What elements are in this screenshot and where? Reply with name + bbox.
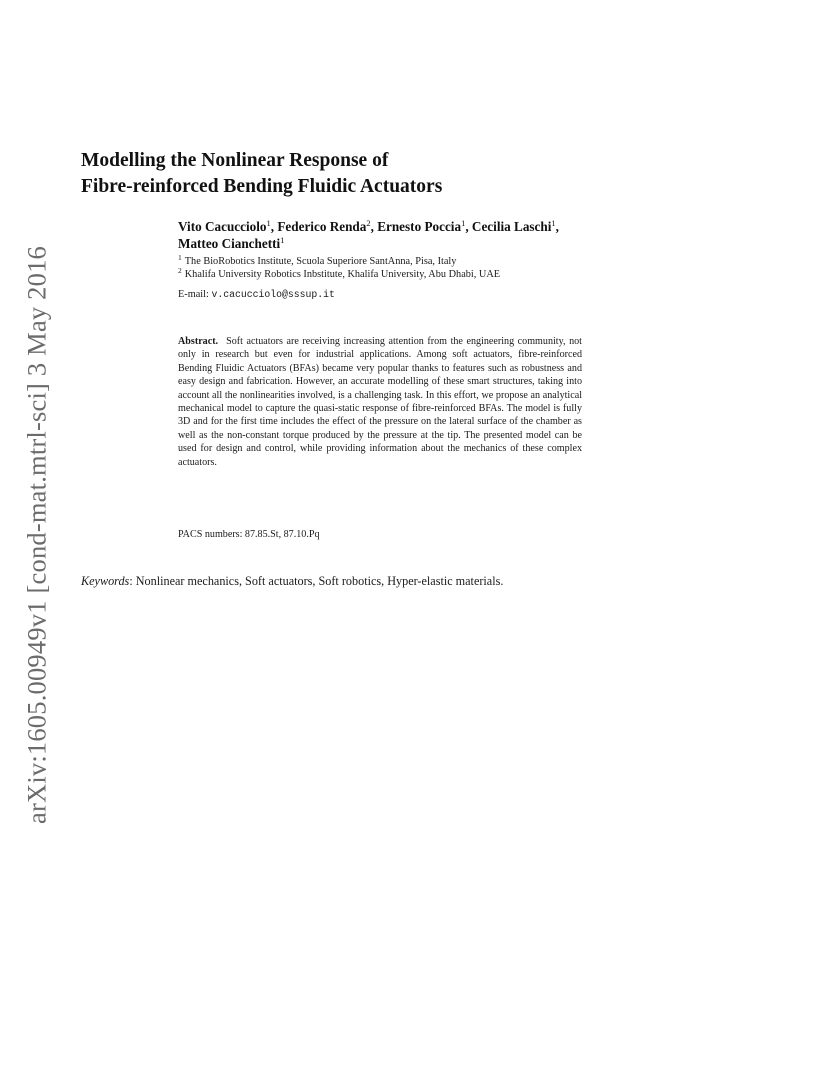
author (178, 236, 284, 251)
affiliation-mark: 2 (178, 266, 182, 275)
author-affiliation-mark: 1 (551, 218, 556, 228)
contact-email (178, 288, 335, 301)
author-name: Ernesto Poccia (377, 219, 462, 234)
author-separator: , (465, 219, 472, 234)
pacs-numbers: PACS numbers: 87.85.St, 87.10.Pq (178, 529, 320, 540)
paper-title (81, 148, 641, 200)
keywords (81, 574, 503, 589)
author-affiliation-mark: 1 (266, 218, 271, 228)
affiliation-mark: 1 (178, 253, 182, 262)
keywords-label: Keywords (81, 574, 130, 588)
author-list (178, 218, 598, 252)
author-separator: , (370, 219, 378, 234)
abstract-body: Soft actuators are receiving increasing attention from the engineering community, not only in research but even for industrial applications. Among soft actuators, fibre-reinforced Bending Fluidic Actuators (BFAs) became very popular thanks to features such as robustness and easy design and fabrication. However, an accurate modelling of these smart structures, taking into account all the nonlinearities involved, is a challenging task. In this effort, we propose an analytical mechanical model to capture the quasi-static response of fibre-reinforced BFAs. The model is fully 3D and for the first time includes the effect of the pressure on the lateral surface of the chamber as well as the non-constant torque produced by the pressure at the tip. The presented model can be used for design and control, while providing information about the mechanics of these complex actuators. (178, 336, 582, 468)
title-line-1: Modelling the Nonlinear Response of (81, 150, 389, 171)
author-affiliation-mark: 1 (280, 235, 285, 245)
abstract-heading: Abstract. (178, 336, 219, 347)
keywords-text: Nonlinear mechanics, Soft actuators, Soft robotics, Hyper-elastic materials. (135, 574, 504, 588)
author (472, 219, 556, 234)
author (377, 219, 465, 234)
author-separator: , (555, 219, 559, 234)
affiliation (178, 268, 598, 281)
abstract (178, 335, 582, 469)
keywords-colon: : (129, 574, 136, 588)
author-affiliation-mark: 2 (366, 218, 371, 228)
affiliation-list (178, 255, 598, 281)
affiliation (178, 255, 598, 268)
affiliation-text: The BioRobotics Institute, Scuola Superiore SantAnna, Pisa, Italy (184, 256, 457, 267)
author-affiliation-mark: 1 (461, 218, 466, 228)
author-name: Matteo Cianchetti (178, 236, 281, 251)
title-line-2: Fibre-reinforced Bending Fluidic Actuators (81, 176, 443, 197)
author-name: Cecilia Laschi (471, 219, 552, 234)
author-name: Federico Renda (277, 219, 367, 234)
author (178, 219, 271, 234)
email-address[interactable]: v.cacucciolo@sssup.it (211, 289, 335, 300)
author-name: Vito Cacucciolo (178, 219, 267, 234)
email-label: E-mail: (178, 289, 212, 300)
author-separator: , (270, 219, 278, 234)
affiliation-text: Khalifa University Robotics Inbstitute, Khalifa University, Abu Dhabi, UAE (184, 269, 501, 280)
author (277, 219, 370, 234)
arxiv-stamp (0, 0, 60, 1072)
arxiv-identifier: arXiv:1605.00949v1 [cond-mat.mtrl-sci] 3 May 2016 (21, 246, 52, 824)
